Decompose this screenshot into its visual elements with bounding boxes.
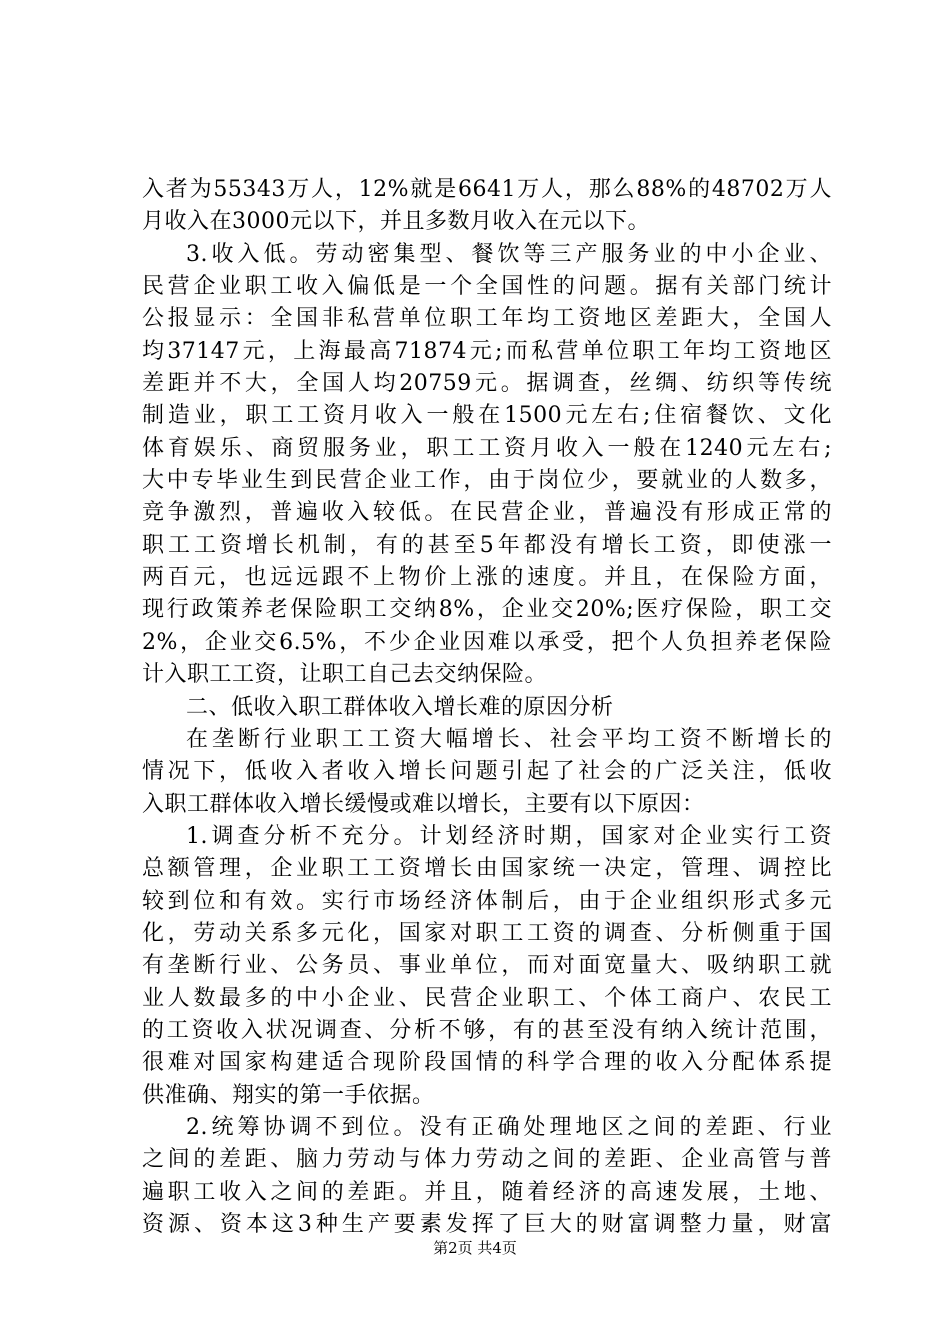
text-line: 1.调查分析不充分。计划经济时期，国家对企业实行工资 xyxy=(186,823,832,849)
text-line: 情况下，低收入者收入增长问题引起了社会的广泛关注，低收 xyxy=(142,759,832,785)
text-line: 的工资收入状况调查、分析不够，有的甚至没有纳入统计范围， xyxy=(142,1017,832,1043)
text-line: 计入职工工资，让职工自己去交纳保险。 xyxy=(142,662,548,688)
document-body xyxy=(142,174,832,1241)
text-line: 资源、资本这3种生产要素发挥了巨大的财富调整力量，财富 xyxy=(142,1212,832,1237)
text-line: 3.收入低。劳动密集型、餐饮等三产服务业的中小企业、 xyxy=(186,241,832,267)
text-line: 供准确、翔实的第一手依据。 xyxy=(142,1082,435,1108)
text-line: 制造业，职工工资月收入一般在1500元左右;住宿餐饮、文化 xyxy=(142,403,832,429)
text-line: 竞争激烈，普遍收入较低。在民营企业，普遍没有形成正常的 xyxy=(142,500,832,526)
text-line: 大中专毕业生到民营企业工作，由于岗位少，要就业的人数多， xyxy=(142,468,832,494)
text-line: 很难对国家构建适合现阶段国情的科学合理的收入分配体系提 xyxy=(142,1050,832,1076)
page-footer: 第2页 共4页 xyxy=(433,1239,517,1257)
text-line: 差距并不大，全国人均20759元。据调查，丝绸、纺织等传统 xyxy=(142,371,832,397)
text-line: 遍职工收入之间的差距。并且，随着经济的高速发展，土地、 xyxy=(142,1179,832,1205)
text-line: 体育娱乐、商贸服务业，职工工资月收入一般在1240元左右; xyxy=(142,435,832,461)
text-line: 化，劳动关系多元化，国家对职工工资的调查、分析侧重于国 xyxy=(142,920,832,946)
text-line: 两百元，也远远跟不上物价上涨的速度。并且，在保险方面， xyxy=(142,565,832,591)
text-line: 有垄断行业、公务员、事业单位，而对面宽量大、吸纳职工就 xyxy=(142,953,832,979)
text-line: 业人数最多的中小企业、民营企业职工、个体工商户、农民工 xyxy=(142,985,832,1011)
text-line: 2%，企业交6.5%，不少企业因难以承受，把个人负担养老保险 xyxy=(142,629,832,655)
text-line: 入职工群体收入增长缓慢或难以增长，主要有以下原因： xyxy=(142,791,705,817)
text-line: 公报显示：全国非私营单位职工年均工资地区差距大，全国人 xyxy=(142,306,832,332)
text-line: 二、低收入职工群体收入增长难的原因分析 xyxy=(186,694,614,720)
text-line: 现行政策养老保险职工交纳8%，企业交20%;医疗保险，职工交 xyxy=(142,597,832,623)
text-line: 月收入在3000元以下，并且多数月收入在元以下。 xyxy=(142,209,650,235)
text-line: 在垄断行业职工工资大幅增长、社会平均工资不断增长的 xyxy=(186,726,832,752)
text-line: 之间的差距、脑力劳动与体力劳动之间的差距、企业高管与普 xyxy=(142,1147,832,1173)
text-line: 总额管理，企业职工工资增长由国家统一决定，管理、调控比 xyxy=(142,856,832,882)
text-line: 职工工资增长机制，有的甚至5年都没有增长工资，即使涨一 xyxy=(142,532,832,558)
text-line: 民营企业职工收入偏低是一个全国性的问题。据有关部门统计 xyxy=(142,274,832,300)
text-line: 入者为55343万人，12%就是6641万人，那么88%的48702万人 xyxy=(142,177,832,202)
text-line: 均37147元，上海最高71874元;而私营单位职工年均工资地区 xyxy=(142,338,832,364)
text-line: 较到位和有效。实行市场经济体制后，由于企业组织形式多元 xyxy=(142,888,832,914)
text-line: 2.统筹协调不到位。没有正确处理地区之间的差距、行业 xyxy=(186,1114,832,1140)
